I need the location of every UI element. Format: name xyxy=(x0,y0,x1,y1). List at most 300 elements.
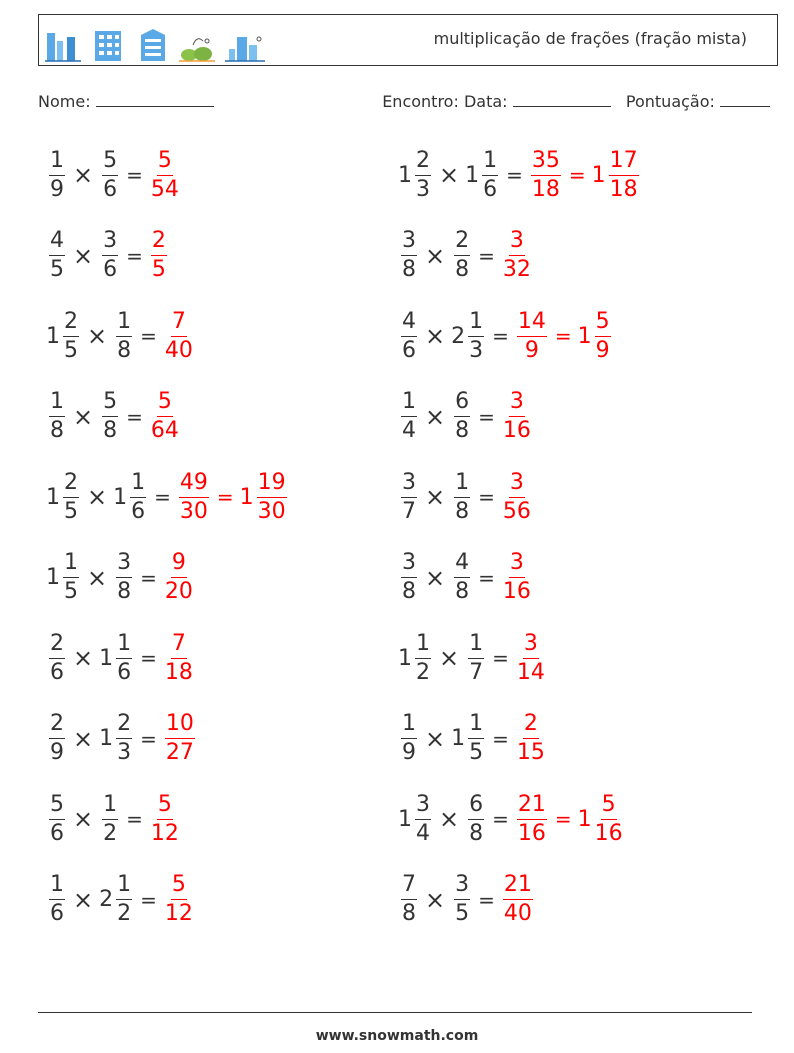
factor-b xyxy=(451,230,472,281)
meeting-label: Encontro: xyxy=(382,92,459,111)
denominator: 6 xyxy=(117,659,132,685)
problem-item xyxy=(398,543,533,613)
denominator: 12 xyxy=(150,820,179,846)
problem-item xyxy=(46,543,195,613)
factor-a xyxy=(46,630,67,685)
equals-sign: = xyxy=(492,324,509,348)
answer-fraction xyxy=(503,230,531,281)
problem-item xyxy=(398,140,641,210)
times-sign: × xyxy=(73,724,94,753)
date-blank[interactable] xyxy=(513,94,611,107)
numerator: 6 xyxy=(468,794,484,820)
problem-item xyxy=(46,462,289,532)
fraction xyxy=(468,308,484,363)
denominator: 9 xyxy=(524,337,539,363)
factor-a xyxy=(46,230,67,281)
factor-b xyxy=(451,874,472,925)
problem-item xyxy=(398,623,547,693)
equals-sign: = xyxy=(492,726,509,751)
name-field xyxy=(38,92,214,111)
fraction xyxy=(482,147,498,202)
numerator: 3 xyxy=(509,391,525,417)
answer-fraction xyxy=(164,308,193,363)
times-sign: × xyxy=(73,644,94,672)
times-sign: × xyxy=(73,402,94,431)
factor-a xyxy=(398,713,419,764)
denominator: 8 xyxy=(455,418,470,443)
fraction xyxy=(415,791,431,846)
numerator: 1 xyxy=(116,874,132,900)
whole-number: 1 xyxy=(46,484,60,510)
equals-sign: = xyxy=(140,565,157,590)
denominator: 9 xyxy=(50,740,64,765)
factor-a xyxy=(398,308,419,363)
denominator: 6 xyxy=(483,176,498,202)
equals-sign: = xyxy=(140,646,157,670)
denominator: 4 xyxy=(416,820,430,846)
worksheet-header xyxy=(38,14,778,66)
answer-fraction xyxy=(150,791,179,846)
numerator: 4 xyxy=(49,230,65,256)
numerator: 1 xyxy=(482,150,498,176)
denominator: 5 xyxy=(64,579,78,604)
denominator: 8 xyxy=(50,418,64,443)
answer xyxy=(163,874,195,925)
times-sign: × xyxy=(425,402,446,431)
factor-a xyxy=(398,630,433,685)
denominator: 9 xyxy=(402,740,416,765)
fraction xyxy=(49,230,65,281)
numerator: 1 xyxy=(401,713,417,739)
answer-equals-sign: = xyxy=(568,163,586,187)
factor-b xyxy=(113,552,134,603)
denominator: 8 xyxy=(469,820,484,846)
denominator: 2 xyxy=(103,820,118,846)
answer-fraction xyxy=(503,552,531,603)
factor-a xyxy=(398,147,433,202)
numerator: 35 xyxy=(531,150,561,176)
fraction xyxy=(609,147,639,202)
answer-fraction xyxy=(165,552,193,603)
numerator: 1 xyxy=(63,552,79,578)
answer xyxy=(163,308,195,363)
numerator: 5 xyxy=(595,311,611,337)
buildings-icon-3 xyxy=(137,27,169,63)
whole-number: 1 xyxy=(577,806,592,832)
answer-mixed-number xyxy=(577,308,613,363)
score-blank[interactable] xyxy=(720,94,770,107)
denominator: 2 xyxy=(117,901,132,926)
factor-b xyxy=(99,391,120,442)
numerator: 3 xyxy=(401,552,417,578)
denominator: 6 xyxy=(103,176,118,202)
times-sign: × xyxy=(439,644,460,672)
answer-fraction xyxy=(164,630,193,685)
problem-item xyxy=(46,623,195,693)
numerator: 2 xyxy=(454,230,470,256)
problem-item xyxy=(398,784,625,854)
factor-b xyxy=(99,713,134,764)
times-sign: × xyxy=(425,724,446,753)
times-sign: × xyxy=(73,885,94,914)
denominator: 6 xyxy=(103,257,118,282)
denominator: 9 xyxy=(50,176,64,202)
equals-sign: = xyxy=(126,243,143,268)
problem-item xyxy=(46,704,197,774)
factor-b xyxy=(451,713,486,764)
fraction xyxy=(49,713,65,764)
denominator: 18 xyxy=(609,176,638,202)
numerator: 3 xyxy=(509,472,525,498)
factor-b xyxy=(451,391,472,442)
numerator: 21 xyxy=(503,874,533,900)
denominator: 8 xyxy=(402,257,416,282)
numerator: 17 xyxy=(609,150,639,176)
equals-sign: = xyxy=(126,807,143,831)
numerator: 7 xyxy=(171,633,187,659)
whole-number: 1 xyxy=(591,162,606,188)
factor-b xyxy=(451,469,472,524)
numerator: 5 xyxy=(102,391,118,417)
answer xyxy=(501,391,533,442)
denominator: 20 xyxy=(164,579,193,604)
fraction xyxy=(102,791,118,846)
numerator: 5 xyxy=(157,794,173,820)
fraction xyxy=(63,469,79,524)
whole-number: 1 xyxy=(398,162,412,188)
whole-number: 1 xyxy=(46,323,60,349)
equals-sign: = xyxy=(126,404,143,429)
denominator: 15 xyxy=(516,740,545,765)
answer xyxy=(515,713,547,764)
times-sign: × xyxy=(87,483,108,511)
footer-divider xyxy=(38,1012,752,1013)
denominator: 5 xyxy=(455,901,470,926)
equals-sign: = xyxy=(478,887,495,912)
park-icon xyxy=(179,27,215,63)
answer-fraction xyxy=(517,713,545,764)
answer-fraction xyxy=(517,791,547,846)
denominator: 16 xyxy=(594,820,623,846)
fraction xyxy=(49,147,65,202)
numerator: 1 xyxy=(468,633,484,659)
factor-b xyxy=(113,469,148,524)
denominator: 5 xyxy=(151,257,166,282)
denominator: 5 xyxy=(64,498,78,524)
numerator: 3 xyxy=(102,230,118,256)
denominator: 40 xyxy=(164,337,193,363)
problem-item xyxy=(398,382,533,452)
problem-item xyxy=(398,865,535,935)
denominator: 3 xyxy=(117,740,132,765)
denominator: 6 xyxy=(402,337,416,363)
fraction xyxy=(468,713,484,764)
equals-sign: = xyxy=(492,807,509,831)
times-sign: × xyxy=(87,322,108,350)
buildings-icon-2 xyxy=(91,27,127,63)
fraction xyxy=(102,230,118,281)
numerator: 1 xyxy=(49,391,65,417)
answer-fraction xyxy=(502,469,531,524)
fraction xyxy=(415,630,431,685)
fraction xyxy=(401,391,417,442)
equals-sign: = xyxy=(478,565,495,590)
factor-b xyxy=(465,791,486,846)
equals-sign: = xyxy=(140,887,157,912)
denominator: 16 xyxy=(517,820,546,846)
numerator: 2 xyxy=(151,230,167,256)
name-blank[interactable] xyxy=(96,94,214,107)
answer-equals-sign: = xyxy=(554,324,572,348)
answer-mixed-number xyxy=(577,791,625,846)
fraction xyxy=(130,469,146,524)
denominator: 40 xyxy=(503,901,532,926)
denominator: 54 xyxy=(150,176,179,202)
factor-a xyxy=(398,874,419,925)
fraction xyxy=(454,230,470,281)
times-sign: × xyxy=(439,161,460,189)
factor-a xyxy=(398,230,419,281)
factor-a xyxy=(398,469,419,524)
answer-equals-sign: = xyxy=(216,485,234,509)
problem-item xyxy=(46,140,181,210)
answer-fraction xyxy=(151,391,179,442)
whole-number: 1 xyxy=(451,726,466,751)
whole-number: 1 xyxy=(113,484,128,510)
fraction xyxy=(454,469,470,524)
factor-b xyxy=(99,874,134,925)
answer-fraction xyxy=(179,469,209,524)
denominator: 6 xyxy=(50,820,64,846)
denominator: 7 xyxy=(402,498,416,524)
numerator: 7 xyxy=(401,874,417,900)
fraction xyxy=(454,552,470,603)
fraction xyxy=(49,874,65,925)
equals-sign: = xyxy=(478,485,495,509)
numerator: 49 xyxy=(179,472,209,498)
city-icon xyxy=(225,27,265,63)
numerator: 1 xyxy=(102,794,118,820)
problem-item xyxy=(46,221,169,291)
fraction xyxy=(49,630,65,685)
denominator: 2 xyxy=(416,659,430,685)
equals-sign: = xyxy=(492,646,509,670)
denominator: 16 xyxy=(502,418,531,443)
fraction xyxy=(116,308,132,363)
numerator: 2 xyxy=(49,713,65,739)
answer-fraction xyxy=(503,391,531,442)
numerator: 3 xyxy=(415,794,431,820)
factor-a xyxy=(46,308,81,363)
answer-fraction xyxy=(517,308,547,363)
numerator: 1 xyxy=(130,472,146,498)
fraction xyxy=(49,391,65,442)
whole-number: 1 xyxy=(465,162,480,188)
problem-item xyxy=(46,301,195,371)
answer-fraction xyxy=(165,713,195,764)
times-sign: × xyxy=(425,241,446,270)
numerator: 10 xyxy=(165,713,195,739)
times-sign: × xyxy=(439,805,460,833)
whole-number: 1 xyxy=(239,484,254,510)
fraction xyxy=(401,469,417,524)
times-sign: × xyxy=(425,885,446,914)
equals-sign: = xyxy=(154,485,171,509)
answer xyxy=(501,874,535,925)
buildings-icon-1 xyxy=(45,27,81,63)
numerator: 14 xyxy=(517,311,547,337)
factor-a xyxy=(46,552,81,603)
numerator: 21 xyxy=(517,794,547,820)
whole-number: 1 xyxy=(577,323,592,349)
fraction xyxy=(102,147,118,202)
numerator: 2 xyxy=(415,150,431,176)
numerator: 3 xyxy=(509,230,525,256)
times-sign: × xyxy=(425,322,446,350)
problem-item xyxy=(398,462,533,532)
fraction xyxy=(116,552,132,603)
worksheet-title: multiplicação de frações (fração mista) xyxy=(433,29,747,48)
fraction xyxy=(401,552,417,603)
score-label: Pontuação: xyxy=(625,92,715,111)
denominator: 5 xyxy=(50,257,64,282)
answer xyxy=(529,147,641,202)
date-label: Data: xyxy=(463,92,508,111)
denominator: 8 xyxy=(117,579,132,604)
numerator: 1 xyxy=(468,311,484,337)
fraction xyxy=(116,713,132,764)
numerator: 5 xyxy=(157,391,173,417)
factor-b xyxy=(465,147,500,202)
whole-number: 1 xyxy=(46,565,60,590)
numerator: 3 xyxy=(454,874,470,900)
problem-item xyxy=(46,865,195,935)
times-sign: × xyxy=(87,563,108,592)
factor-b xyxy=(451,308,486,363)
times-sign: × xyxy=(73,805,94,833)
fraction xyxy=(401,874,417,925)
answer-fraction xyxy=(165,874,193,925)
whole-number: 1 xyxy=(99,645,114,671)
fraction xyxy=(257,469,287,524)
name-label: Nome: xyxy=(38,92,91,111)
fraction xyxy=(102,391,118,442)
numerator: 1 xyxy=(116,311,132,337)
equals-sign: = xyxy=(140,726,157,751)
equals-sign: = xyxy=(506,163,523,187)
numerator: 1 xyxy=(401,391,417,417)
fraction xyxy=(116,874,132,925)
numerator: 5 xyxy=(601,794,617,820)
numerator: 2 xyxy=(523,713,539,739)
denominator: 8 xyxy=(402,579,416,604)
problem-item xyxy=(46,784,181,854)
answer xyxy=(177,469,289,524)
numerator: 1 xyxy=(454,472,470,498)
answer-fraction xyxy=(150,147,179,202)
denominator: 30 xyxy=(179,498,208,524)
numerator: 6 xyxy=(454,391,470,417)
denominator: 8 xyxy=(455,579,470,604)
numerator: 2 xyxy=(63,311,79,337)
equals-sign: = xyxy=(126,163,143,187)
answer-fraction xyxy=(151,230,167,281)
fraction xyxy=(49,791,65,846)
whole-number: 1 xyxy=(398,806,412,832)
numerator: 1 xyxy=(116,633,132,659)
numerator: 1 xyxy=(49,874,65,900)
fraction xyxy=(594,791,623,846)
factor-a xyxy=(398,791,433,846)
numerator: 1 xyxy=(49,150,65,176)
fraction xyxy=(468,791,484,846)
numerator: 5 xyxy=(102,150,118,176)
problem-item xyxy=(398,704,547,774)
factor-a xyxy=(398,391,419,442)
numerator: 2 xyxy=(49,633,65,659)
denominator: 6 xyxy=(131,498,146,524)
denominator: 8 xyxy=(402,901,416,926)
equals-sign: = xyxy=(140,324,157,348)
denominator: 8 xyxy=(117,337,132,363)
numerator: 4 xyxy=(401,311,417,337)
answer xyxy=(163,552,195,603)
denominator: 3 xyxy=(469,337,484,363)
numerator: 2 xyxy=(63,472,79,498)
denominator: 18 xyxy=(531,176,560,202)
denominator: 3 xyxy=(416,176,430,202)
equals-sign: = xyxy=(478,243,495,268)
answer xyxy=(149,147,181,202)
denominator: 14 xyxy=(516,659,545,685)
denominator: 8 xyxy=(103,418,118,443)
factor-a xyxy=(46,391,67,442)
denominator: 18 xyxy=(164,659,193,685)
denominator: 8 xyxy=(455,257,470,282)
fraction xyxy=(595,308,611,363)
numerator: 3 xyxy=(116,552,132,578)
factor-a xyxy=(46,874,67,925)
whole-number: 2 xyxy=(451,323,466,349)
factor-a xyxy=(46,791,67,846)
fraction xyxy=(63,308,79,363)
denominator: 5 xyxy=(64,337,78,363)
factor-a xyxy=(46,147,67,202)
factor-b xyxy=(99,630,134,685)
footer-url: www.snowmath.com xyxy=(315,1028,479,1044)
numerator: 5 xyxy=(157,150,173,176)
fraction xyxy=(401,713,417,764)
numerator: 9 xyxy=(171,552,187,578)
denominator: 12 xyxy=(164,901,193,926)
answer-fraction xyxy=(531,147,561,202)
answer xyxy=(515,308,613,363)
answer xyxy=(501,230,533,281)
factor-a xyxy=(398,552,419,603)
fraction xyxy=(454,874,470,925)
times-sign: × xyxy=(425,563,446,592)
numerator: 7 xyxy=(171,311,187,337)
numerator: 19 xyxy=(257,472,287,498)
fraction xyxy=(468,630,484,685)
denominator: 30 xyxy=(257,498,286,524)
whole-number: 2 xyxy=(99,887,114,912)
answer xyxy=(501,469,533,524)
fraction xyxy=(454,391,470,442)
fraction xyxy=(116,630,132,685)
factor-b xyxy=(99,230,120,281)
whole-number: 1 xyxy=(398,645,412,671)
